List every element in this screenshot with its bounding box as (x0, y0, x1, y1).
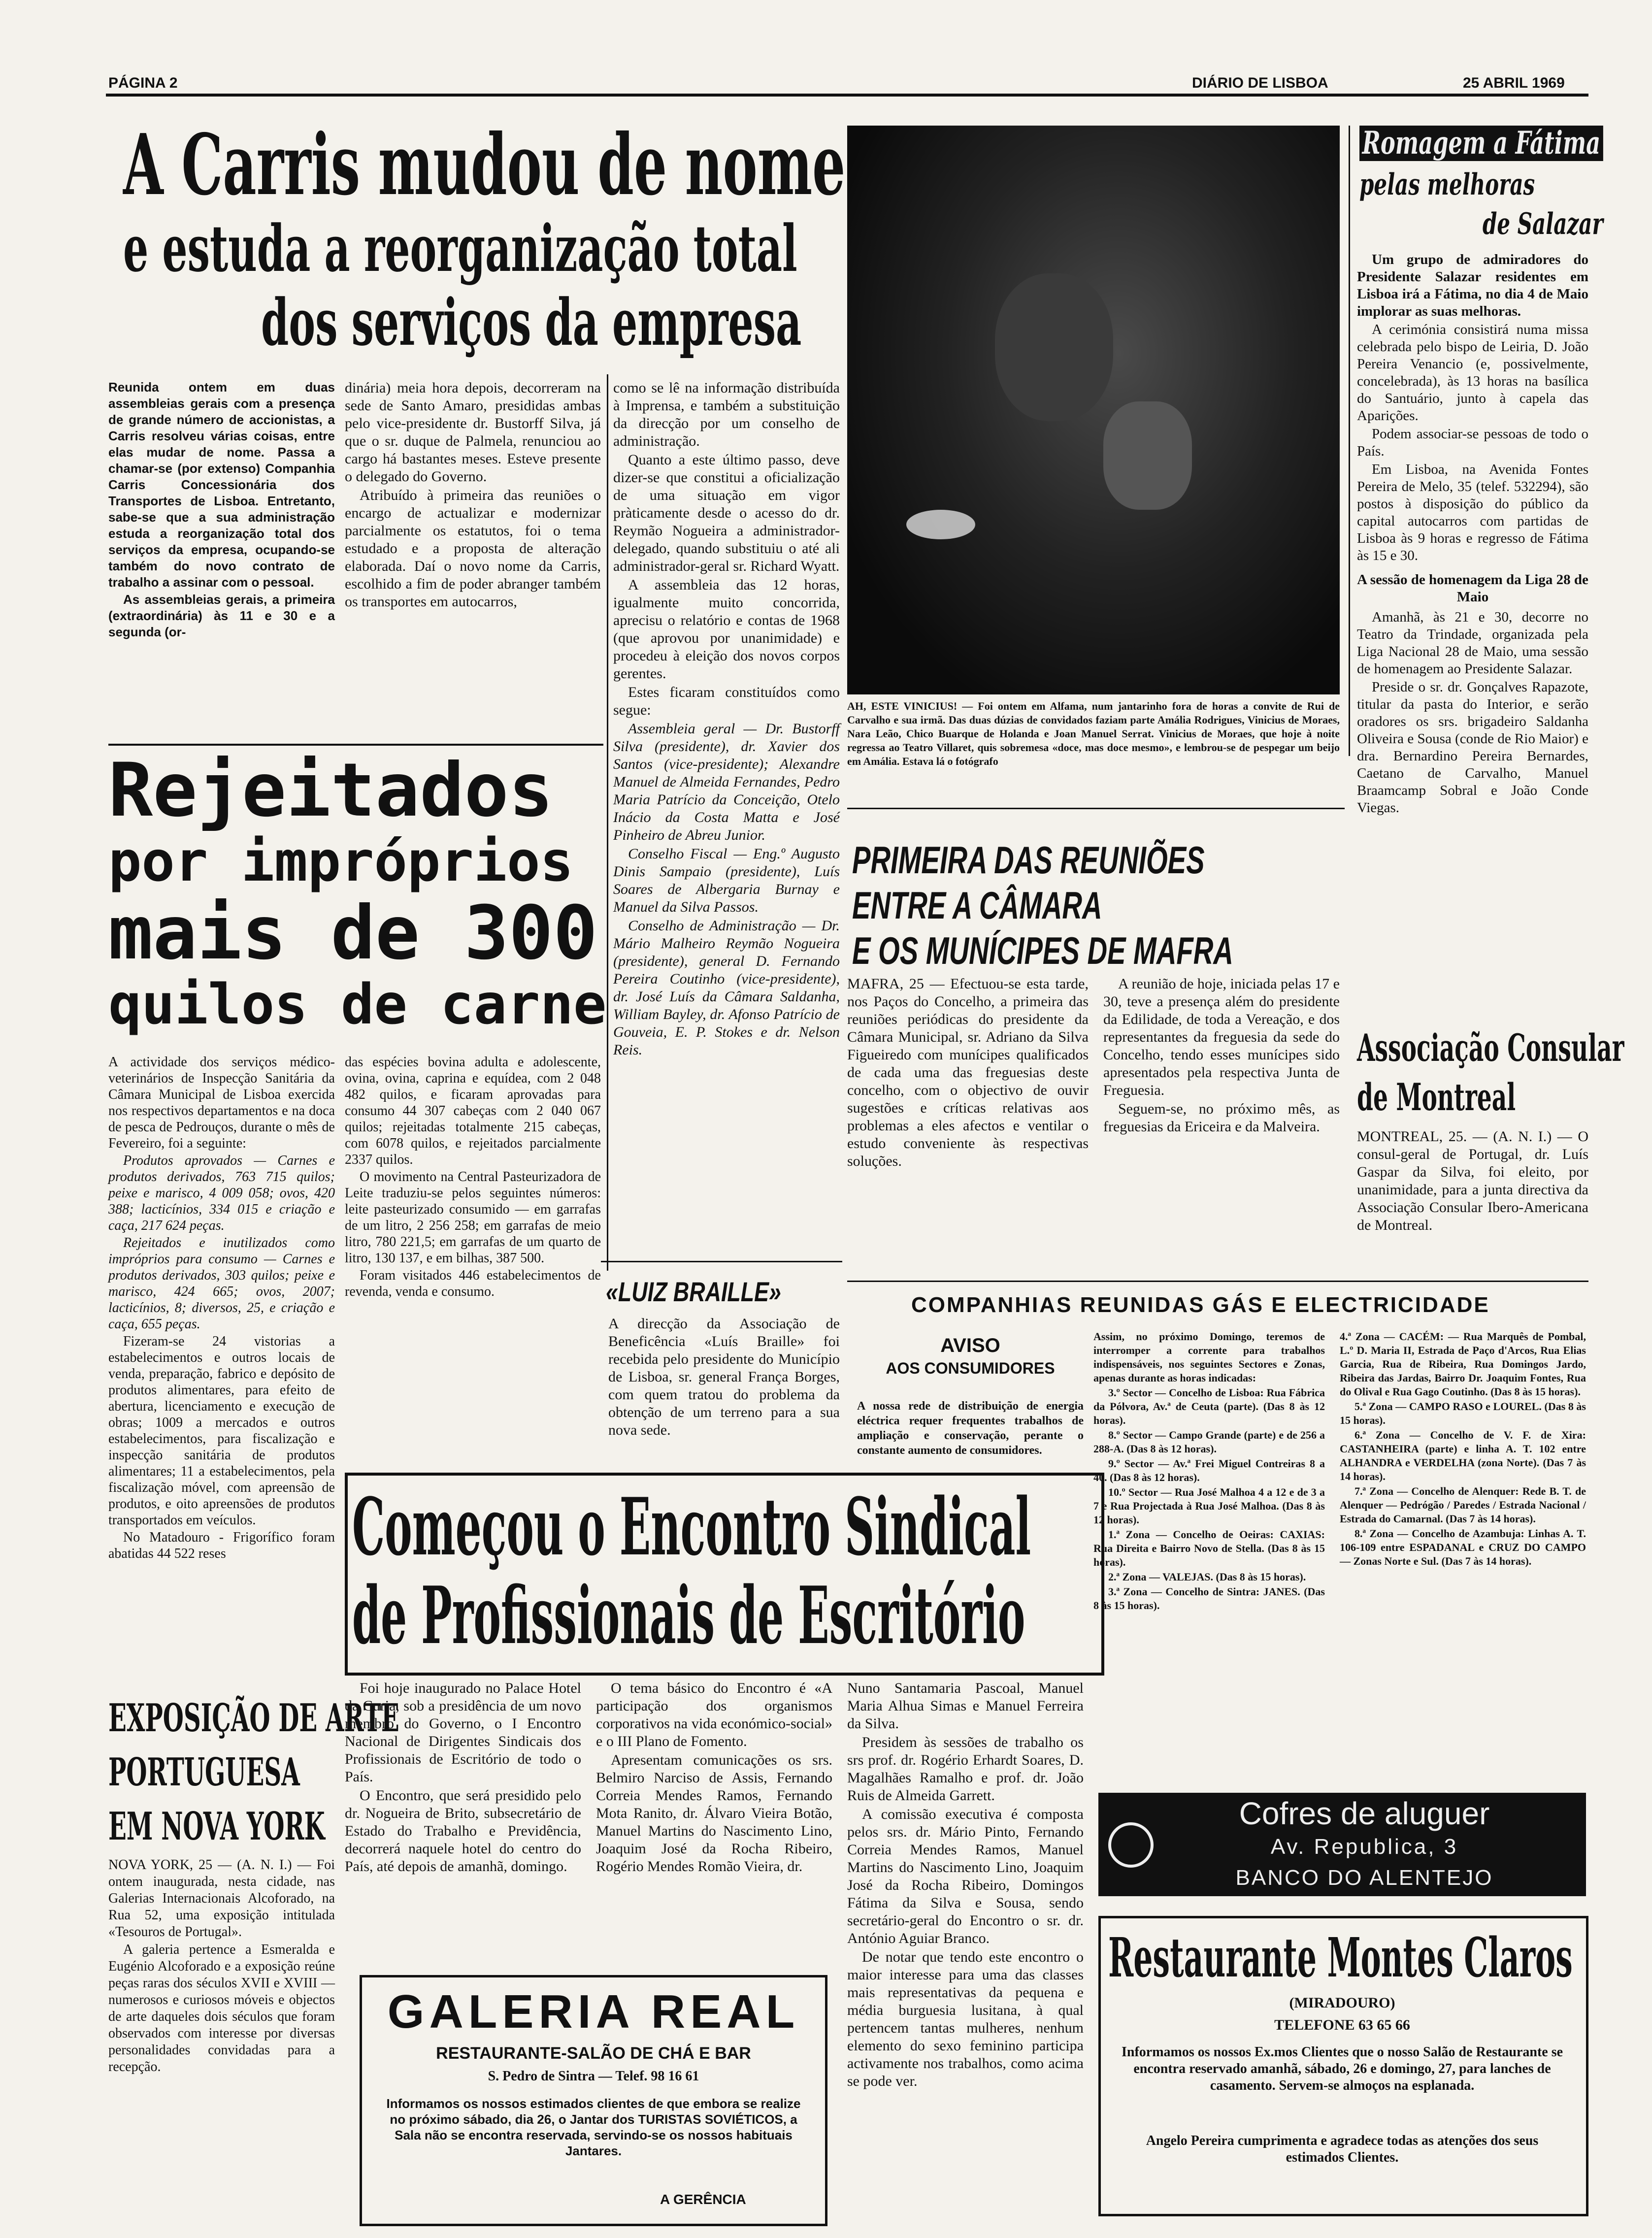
carne-headline-line: mais de 300 (108, 890, 598, 976)
section-rule (601, 1261, 842, 1262)
montes-phone: TELEFONE 63 65 66 (1274, 2017, 1410, 2033)
cofres-line2: Av. Republica, 3 (1270, 1835, 1458, 1859)
page-number: PÁGINA 2 (108, 75, 178, 91)
fatima-head-3: de Salazar (1483, 207, 1603, 241)
consular-body: MONTREAL, 25. — (A. N. I.) — O consul-geral de Portugal, dr. Luís Gaspar da Silva, foi eleito, por unanimidade, para a junta directiva da Associação Consular Ibero-Americana de Montreal. (1357, 1128, 1588, 1233)
galeria-subtitle: RESTAURANTE-SALÃO DE CHÁ E BAR (436, 2044, 751, 2063)
carris-headline-3: dos serviços da empresa (261, 285, 802, 360)
expo-headline-2: PORTUGUESA (108, 1750, 300, 1795)
gas-aviso-sub: AOS CONSUMIDORES (886, 1359, 1055, 1377)
mafra-headline-line: PRIMEIRA DAS REUNIÕES (852, 838, 1205, 882)
fatima-head-2: pelas melhoras (1359, 167, 1535, 202)
carne-headline-line: por impróprios (108, 830, 574, 894)
carne-col1: A actividade dos serviços médico-veterinários de Inspecção Sanitária da Câmara Municipal de Lisboa exercida nos respectivos departamentos e na doca de pesca de Pedrouços, durante o mês de Fevereiro, foi a seguinte: Produtos aprovados — Carnes e produtos derivados, 763 715 quilos; peixe e marisco, 4 009 058; ovos, 420 388; lacticínios, 334 015 e criação e caça, 217 624 peças. Rejeitados e inutilizados como impróprios para consumo — Carnes e produtos derivados, 303 quilos; peixe e marisco, 424 665; ovos, 2007; lacticínios, 8; diversos, 25, e criação e caça, 655 peças. Fizeram-se 24 vistorias a estabelecimentos e outros locais de venda, preparação, fabrico e depósito de produtos alimentares, para efeito de abertura, licenciamento e execução de obras; 1009 a mercados e outros estabelecimentos, para fiscalização e inspecção sanitária de produtos alimentares; 11 a estabelecimentos, pela fiscalização móvel, com apreensão de produtos, e oito apreensões de produtos transportados em veículos. No Matadouro - Frigorífico foram abatidas 44 522 reses (108, 1054, 335, 1561)
mafra-col1: MAFRA, 25 — Efectuou-se esta tarde, nos Paços do Concelho, a primeira das reuniões periódicas do presidente da Câmara Municipal, sr. Adriano da Silva Figueiredo com munícipes qualificados de cada uma das freguesias deste concelho, com o objectivo de ouvir sugestões e críticas relativas aos problemas a eles afectos e ventilar o estudo conveniente às respectivas soluções. (847, 976, 1089, 1169)
section-rule (108, 744, 603, 746)
expo-headline-3: EM NOVA YORK (108, 1804, 325, 1849)
fatima-head-1: Romagem a Fátima (1359, 126, 1603, 161)
braille-body: A direcção da Associação de Beneficência «Luís Braille» foi recebida pelo presidente do Município de Lisboa, sr. general França Borges, com quem tratou do problema da obtenção de um terreno para a sua nova sede. (608, 1316, 840, 1438)
photo-figure (995, 273, 1113, 421)
galeria-address: S. Pedro de Sintra — Telef. 98 16 61 (488, 2069, 699, 2084)
montes-sign: Angelo Pereira cumprimenta e agradece todas as atenções dos seus estimados Clientes. (1146, 2133, 1539, 2165)
consular-headline-2: de Montreal (1357, 1075, 1516, 1119)
galeria-title: GALERIA REAL (387, 1985, 800, 2038)
carris-col3: como se lê na informação distribuída à Imprensa, e também a substituição da direcção por um conselho de administração. Quanto a este último passo, deve dizer-se que constitui a oficialização de uma situação em vigor pràticamente desde o acesso do dr. Reymão Nogueira a administrador-delegado, quando substituiu o até ali administrador-geral sr. Richard Wyatt. A assembleia das 12 horas, igualmente muito concorrida, aprecisu o relatório e contas de 1968 (que aprovou por unanimidade) e procedeu à eleição dos novos corpos gerentes. Estes ficaram constituídos como segue: Assembleia geral — Dr. Bustorff Silva (presidente), dr. Xavier dos Santos (vice-presidente); Alexandre Manuel de Almeida Fernandes, Pedro Maria Patrício da Conceição, Otelo Inácio da Costa Matta e José Pinheiro de Abreu Junior. Conselho Fiscal — Eng.º Augusto Dinis Sampaio (presidente), Luís Soares de Albergaria Burnay e Manuel da Silva Passos. Conselho de Administração — Dr. Mário Malheiro Reymão Nogueira (presidente), general D. Fernando Pereira Coutinho (vice-presidente), dr. José Luís da Câmara Saldanha, William Bayley, dr. Afonso Patrício de Gouveia, E. P. Stokes e dr. Nelson Reis. (613, 380, 840, 1058)
masthead-rule (106, 94, 1588, 97)
carne-headline-line: Rejeitados (108, 748, 554, 833)
montes-title: Restaurante Montes Claros (1108, 1926, 1573, 1989)
braille-headline: «LUIZ BRAILLE» (606, 1276, 781, 1307)
galeria-sign: A GERÊNCIA (660, 2192, 746, 2207)
carne-headline-line: quilos de carne (108, 973, 607, 1037)
mafra-headline-line: E OS MUNÍCIPES DE MAFRA (852, 929, 1233, 972)
expo-headline-1: EXPOSIÇÃO DE ARTE (108, 1696, 399, 1741)
montes-subtitle: (MIRADOURO) (1289, 1995, 1395, 2011)
gas-col3: 4.ª Zona — CACÉM: — Rua Marquês de Pombal, L.º D. Maria II, Estrada de Paço d'Arcos, Rua Elias Garcia, Rua de Ribeira, Rua Domingos Jardo, Ribeira das Jardas, Bairro Dr. Joaquim Fontes, Rua do Olival e Rua Gago Coutinho. (Das 8 às 15 horas). 5.ª Zona — CAMPO RASO e LOUREL. (Das 8 às 15 horas). 6.ª Zona — Concelho de V. F. de Xira: CASTANHEIRA (parte) e linha A. T. 102 entre ALHANDRA e VERDELHA (zona Norte). (Das 7 às 14 horas). 7.ª Zona — Concelho de Alenquer: Rede B. T. de Alenquer — Pedrógão / Paredes / Estrada Nacional / Estrada do Camarnal. (Das 7 às 14 horas). 8.ª Zona — Concelho de Azambuja: Linhas A. T. 106-109 entre ESPADANAL e CRUZ DO CAMPO — Zonas Norte e Sul. (Das 7 às 14 horas). (1340, 1330, 1586, 1567)
column-rule (607, 374, 608, 1271)
sindical-col1: Foi hoje inaugurado no Palace Hotel da Curia, sob a presidência de um novo membro do Governo, o I Encontro Nacional de Dirigentes Sindicais dos Profissionais de Escritório de todo o País. O Encontro, que será presidido pelo dr. Nogueira de Brito, subsecretário de Estado do Trabalho e Previdência, decorrerá naquele hotel do centro do País, até depois de amanhã, domingo. (345, 1680, 581, 1875)
carne-headline (108, 748, 607, 1039)
sindical-headline-1: Começou o Encontro Sindical (352, 1481, 1031, 1573)
photo-caption: AH, ESTE VINICIUS! — Foi ontem em Alfama, num jantarinho fora de horas a convite de Rui de Carvalho e sua irmã. Das duas dúzias de convidados faziam parte Amália Rodrigues, Vinicius de Moraes, Nara Leão, Chico Buarque de Holanda e Joan Manuel Serrat. Vinicius de Moraes, que hoje à noite regressa ao Teatro Villaret, quis sobremesa «doce, mas doce mesmo», e lembrou-se de pespegar um beijo em Amália. Estava lá o fotógrafo (847, 700, 1340, 767)
sindical-col3: Nuno Santamaria Pascoal, Manuel Maria Alhua Simas e Manuel Ferreira da Silva. Presidem às sessões de trabalho os srs prof. dr. Rogério Erhardt Soares, D. Magalhães Ramalho e prof. dr. João Ruis de Almeida Garrett. A comissão executiva é composta pelos srs. dr. Mário Pinto, Fernando Correia Mendes Ramos, Manuel Martins do Nascimento Lino, Joaquim José da Rocha Ribeiro, Domingos Fátima da Silva e Sousa, sendo secretário-geral do Encontro o sr. dr. António Aguiar Branco. De notar que tendo este encontro o maior interesse para uma das classes mais representativas da pequena e média burguesia lusitana, à qual pertencem tantas mulheres, nenhum elemento do sexo feminino participa activamente nos trabalhos, como acima se pode ver. (847, 1680, 1084, 2089)
column-rule (1349, 126, 1350, 756)
carne-col2: das espécies bovina adulta e adolescente, ovina, ovina, caprina e equídea, com 2 048 482 quilos, e ficaram aprovadas para consumo 44 307 cabeças com 2 040 067 quilos; rejeitadas totalmente 215 cabeças, com 6078 quilos, e rejeitados parcialmente 2337 quilos. O movimento na Central Pasteurizadora de Leite traduziu-se pelos seguintes números: leite pasteurizado consumido — em garrafas de um litro, 2 256 258; em garrafas de meio litro, 780 221,5; em garrafas de um quarto de litro, 130 137, e em bilhas, 387 500. Foram visitados 446 estabelecimentos de revenda, venda e consumo. (345, 1054, 601, 1299)
carris-col2: dinária) meia hora depois, decorreram na sede de Santo Amaro, presididas ambas pelo vice-presidente dr. Bustorff Silva, já que o sr. duque de Palmela, renunciou ao cargo há bastantes meses. Esteve presente o delegado do Governo. Atribuído à primeira das reuniões o encargo de actualizar e modernizar parcialmente os estatutos, foi o tema estudado e a proposta de alteração elaborada. Daí o novo nome da Carris, escolhido a fim de poder abranger também os transportes em autocarros, (345, 380, 601, 610)
fatima-body: Um grupo de admiradores do Presidente Salazar residentes em Lisboa irá a Fátima, no dia 4 de Maio implorar as suas melhoras. A cerimónia consistirá numa missa celebrada pelo bispo de Leiria, D. João Pereira Venancio (e, possivelmente, concelebrada), às 13 horas na basílica do Santuário, junto à capela das Aparições. Podem associar-se pessoas de todo o País. Em Lisboa, na Avenida Fontes Pereira de Melo, 35 (telef. 532294), são postos à disposição do público da capital autocarros com partidas de Lisboa às 9 horas e regresso de Fátima às 15 e 30. A sessão de homenagem da Liga 28 de Maio Amanhã, às 21 e 30, decorre no Teatro da Trindade, organizada pela Liga Nacional 28 de Maio, uma sessão de homenagem ao Presidente Salazar. Preside o sr. dr. Gonçalves Rapazote, titular da pasta do Interior, e serão oradores os srs. brigadeiro Saldanha Oliveira e Sousa (conde de Rio Maior) e dra. Bernardino Pereira Bernardes, Caetano de Carvalho, Manuel Braamcamp Sobral e João Conde Viegas. (1357, 252, 1588, 816)
cofres-line3: BANCO DO ALENTEJO (1235, 1866, 1493, 1890)
sindical-col2: O tema básico do Encontro é «A participação dos organismos corporativos na vida económico-social» e o III Plano de Fomento. Apresentam comunicações os srs. Belmiro Narciso de Assis, Fernando Correia Mendes Ramos, Fernando Mota Ranito, dr. Álvaro Vieira Botão, Manuel Martins do Nascimento Lino, Joaquim José da Rocha Ribeiro, Rogério Mendes Romão Vieira, dr. (596, 1680, 832, 1875)
sindical-headline-2: de Profissionais de Escritório (352, 1569, 1025, 1662)
section-rule (847, 1281, 1588, 1282)
gas-title: COMPANHIAS REUNIDAS GÁS E ELECTRICIDADE (911, 1293, 1490, 1317)
photo-dinner (847, 126, 1340, 694)
mafra-headline-line: ENTRE A CÂMARA (852, 884, 1102, 927)
gas-intro: A nossa rede de distribuição de energia eléctrica requer frequentes trabalhos de ampliação e conservação, perante o constante aumento de consumidores. (857, 1400, 1084, 1457)
expo-body: NOVA YORK, 25 — (A. N. I.) — Foi ontem inaugurada, nesta cidade, nas Galerias Internacionais Alcoforado, na Rua 52, uma exposição intitulada «Tesouros de Portugal». A galeria pertence a Esmeralda e Eugénio Alcoforado e a exposição reúne peças raras dos séculos XVII e XVIII — numerosos e curiosos móveis e objectos de arte daqueles dois séculos que foram observados com interesse por diversas personalidades convidadas para a recepção. (108, 1857, 335, 2074)
gas-col2: Assim, no próximo Domingo, teremos de interromper a corrente para trabalhos indispensáveis, nos seguintes Sectores e Zonas, apenas durante as horas indicadas: 3.º Sector — Concelho de Lisboa: Rua Fábrica da Pólvora, Av.ª de Ceuta (parte). (Das 8 às 12 horas). 8.º Sector — Campo Grande (parte) e de 256 a 288-A. (Das 8 às 12 horas). 9.º Sector — Av.ª Frei Miguel Contreiras 8 a 40. (Das 8 às 12 horas). 10.º Sector — Rua José Malhoa 4 a 12 e de 3 a 7 e Rua Projectada à Rua José Malhoa. (Das 8 às 12 horas). 1.ª Zona — Concelho de Oeiras: CAXIAS: Rua Direita e Bairro Novo de Stella. (Das 8 às 15 horas). 2.ª Zona — VALEJAS. (Das 8 às 15 horas). 3.ª Zona — Concelho de Sintra: JANES. (Das 8 às 15 horas). (1093, 1330, 1325, 1612)
issue-date: 25 ABRIL 1969 (1463, 75, 1565, 91)
bank-logo-icon (1108, 1822, 1154, 1868)
photo-figure (1103, 401, 1192, 510)
carris-lead: Reunida ontem em duas assembleias gerais com a presença de grande número de accionistas, a Carris resolveu várias coisas, entre elas mudar de nome. Passa a chamar-se (por extenso) Companhia Carris Concessionária dos Transportes de Lisboa. Entretanto, sabe-se que a sua administração estuda a reorganização total dos serviços da empresa, ocupando-se também do novo contrato de trabalho a assinar com o pessoal. As assembleias gerais, a primeira (extraordinária) às 11 e 30 e a segunda (or- (108, 380, 335, 639)
consular-headline-1: Associação Consular (1357, 1026, 1624, 1070)
galeria-text: Informamos os nossos estimados clientes de que embora se realize no próximo sábado, dia 26, o Jantar dos TURISTAS SOVIÉTICOS, a Sala não se encontra reservada, servindo-se os nossos habituais Jantares. (386, 2096, 801, 2158)
section-rule (847, 808, 1345, 809)
cofres-line1: Cofres de aluguer (1239, 1796, 1490, 1831)
gas-aviso: AVISO (940, 1335, 1000, 1356)
mafra-headline (852, 837, 1233, 973)
carris-headline-1: A Carris mudou de nome (123, 116, 846, 214)
mafra-col2: A reunião de hoje, iniciada pelas 17 e 30, teve a presença além do presidente da Edilidade, de toda a Vereação, e dos representantes da freguesia da sede do Concelho, tendo esses munícipes sido apresentados pela respectiva Junta de Freguesia. Seguem-se, no próximo mês, as freguesias da Ericeira e da Malveira. (1103, 976, 1340, 1135)
montes-text: Informamos os nossos Ex.mos Clientes que o nosso Salão de Restaurante se encontra reservado amanhã, sábado, 26 e domingo, 27, para lanches de casamento. Servem-se almoços na esplanada. (1121, 2044, 1563, 2093)
carris-headline-2: e estuda a reorganização total (123, 211, 797, 286)
newspaper-name: DIÁRIO DE LISBOA (1192, 75, 1328, 91)
photo-highlight (906, 510, 975, 539)
